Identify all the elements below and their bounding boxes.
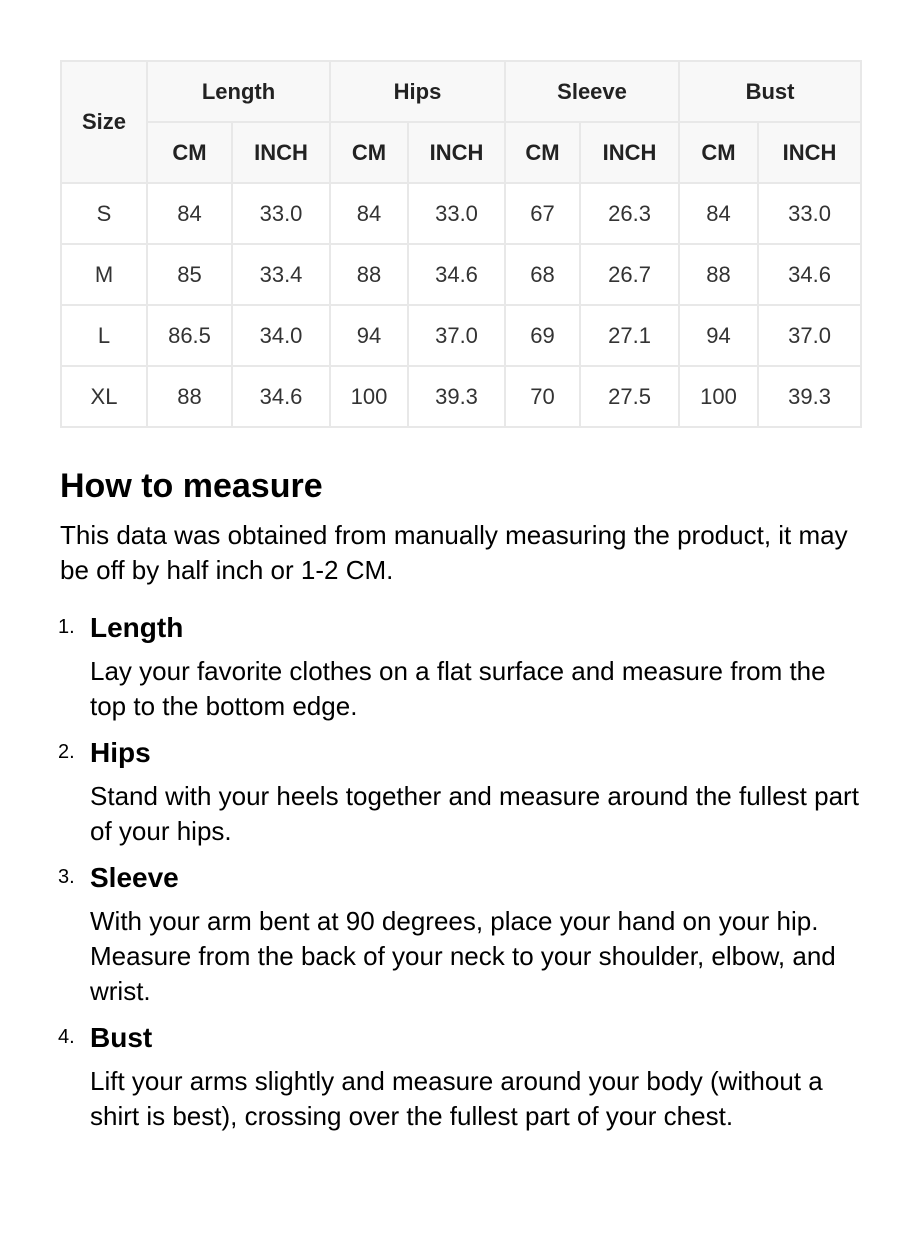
cell-value: 34.0 <box>232 305 330 366</box>
list-item <box>60 860 860 1009</box>
cell-value: 85 <box>147 244 232 305</box>
table-row <box>61 305 861 366</box>
cell-value: 39.3 <box>758 366 861 427</box>
cell-value: 94 <box>330 305 408 366</box>
step-number: 4. <box>58 1026 75 1048</box>
size-guide <box>60 60 860 1145</box>
table-header-row-groups <box>61 61 861 122</box>
step-title-hips: Hips <box>90 737 151 768</box>
header-unit-inch: INCH <box>232 122 330 183</box>
measure-steps-list <box>60 610 860 1134</box>
how-to-measure-title: How to measure <box>60 467 323 505</box>
cell-value: 67 <box>505 183 580 244</box>
cell-value: 34.6 <box>408 244 505 305</box>
table-header-row-units <box>61 122 861 183</box>
cell-value: 88 <box>330 244 408 305</box>
step-title-bust: Bust <box>90 1022 153 1053</box>
cell-size: M <box>61 244 147 305</box>
list-item <box>60 610 860 724</box>
header-length: Length <box>147 61 330 122</box>
cell-value: 70 <box>505 366 580 427</box>
cell-size: XL <box>61 366 147 427</box>
cell-size: L <box>61 305 147 366</box>
cell-value: 26.7 <box>580 244 679 305</box>
cell-value: 27.1 <box>580 305 679 366</box>
step-description: Lay your favorite clothes on a flat surface and measure from the top to the bottom edge. <box>90 656 826 721</box>
cell-value: 68 <box>505 244 580 305</box>
cell-value: 84 <box>679 183 758 244</box>
header-unit-inch: INCH <box>580 122 679 183</box>
step-number: 3. <box>58 866 75 888</box>
cell-value: 37.0 <box>758 305 861 366</box>
how-to-measure-intro: This data was obtained from manually measuring the product, it may be off by half inch or 1-2 CM. <box>60 520 848 585</box>
step-description: Lift your arms slightly and measure around your body (without a shirt is best), crossing over the fullest part of your chest. <box>90 1066 823 1131</box>
step-number: 1. <box>58 616 75 638</box>
table-row <box>61 366 861 427</box>
cell-value: 84 <box>330 183 408 244</box>
header-hips: Hips <box>330 61 505 122</box>
header-unit-cm: CM <box>505 122 580 183</box>
header-unit-cm: CM <box>147 122 232 183</box>
cell-value: 86.5 <box>147 305 232 366</box>
cell-value: 100 <box>679 366 758 427</box>
header-unit-inch: INCH <box>408 122 505 183</box>
header-unit-inch: INCH <box>758 122 861 183</box>
step-description: Stand with your heels together and measure around the fullest part of your hips. <box>90 781 859 846</box>
cell-value: 33.0 <box>758 183 861 244</box>
cell-value: 88 <box>679 244 758 305</box>
cell-value: 34.6 <box>232 366 330 427</box>
size-chart-table <box>60 60 862 428</box>
header-bust: Bust <box>679 61 861 122</box>
table-row <box>61 183 861 244</box>
step-description: With your arm bent at 90 degrees, place your hand on your hip. Measure from the back of your neck to your shoulder, elbow, and wrist. <box>90 906 836 1006</box>
list-item <box>60 1020 860 1134</box>
cell-value: 37.0 <box>408 305 505 366</box>
step-title-length: Length <box>90 612 184 643</box>
step-number: 2. <box>58 741 75 763</box>
cell-value: 33.0 <box>408 183 505 244</box>
cell-value: 33.0 <box>232 183 330 244</box>
cell-value: 26.3 <box>580 183 679 244</box>
header-unit-cm: CM <box>330 122 408 183</box>
table-row <box>61 244 861 305</box>
header-size: Size <box>61 61 147 183</box>
cell-value: 84 <box>147 183 232 244</box>
cell-value: 34.6 <box>758 244 861 305</box>
cell-value: 100 <box>330 366 408 427</box>
cell-value: 69 <box>505 305 580 366</box>
step-title-sleeve: Sleeve <box>90 862 179 893</box>
cell-value: 94 <box>679 305 758 366</box>
cell-value: 39.3 <box>408 366 505 427</box>
list-item <box>60 735 860 849</box>
cell-value: 33.4 <box>232 244 330 305</box>
header-unit-cm: CM <box>679 122 758 183</box>
header-sleeve: Sleeve <box>505 61 679 122</box>
cell-value: 88 <box>147 366 232 427</box>
cell-value: 27.5 <box>580 366 679 427</box>
cell-size: S <box>61 183 147 244</box>
